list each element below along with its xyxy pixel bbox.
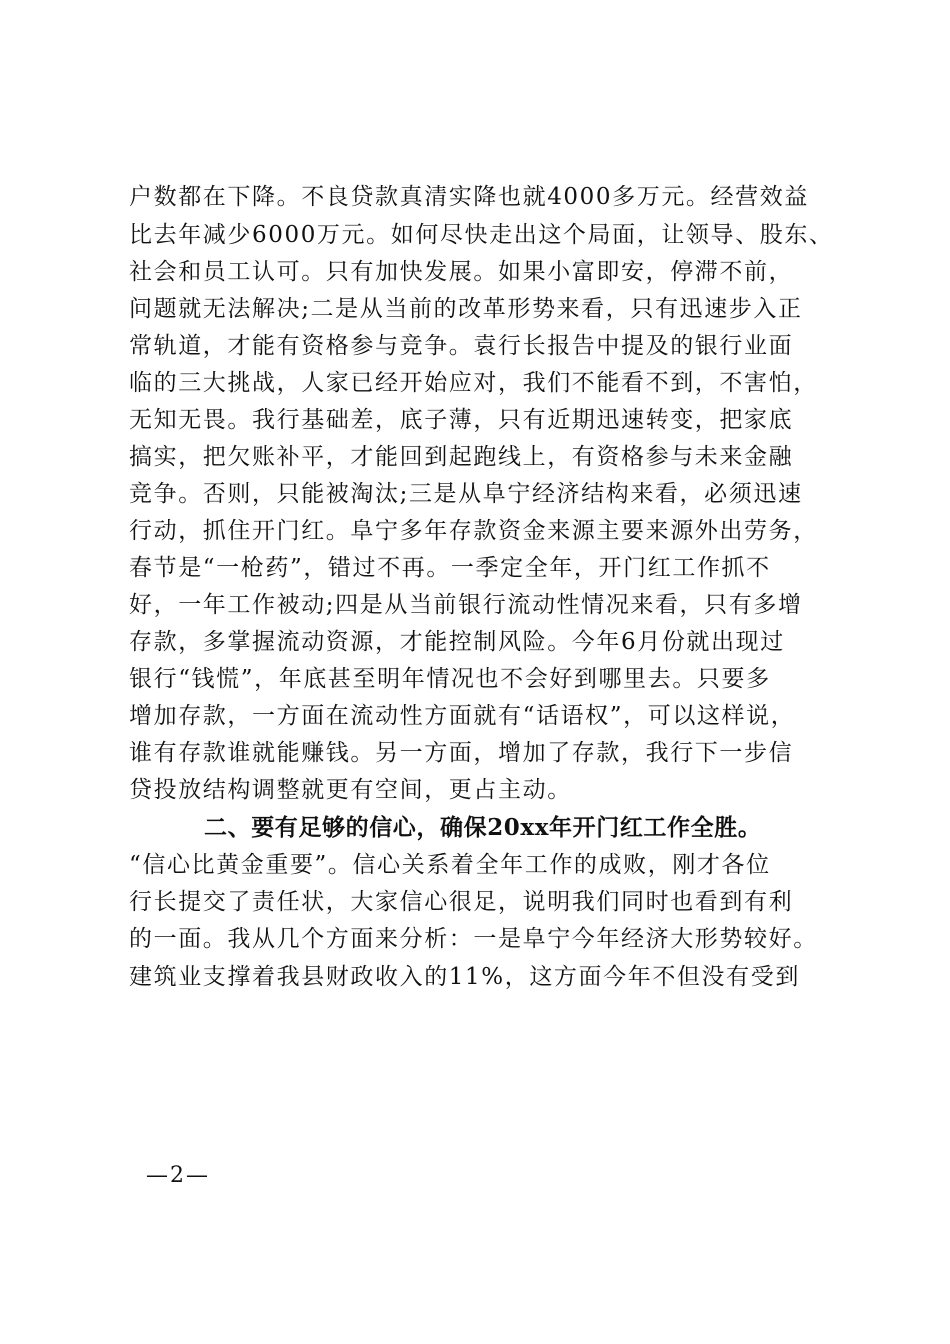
body-text-line: 比去年减少6000万元。如何尽快走出这个局面，让领导、股东、 bbox=[129, 222, 834, 248]
page-number: —2— bbox=[146, 1163, 210, 1188]
body-text-line: 银行“钱慌”，年底甚至明年情况也不会好到哪里去。只要多 bbox=[129, 666, 771, 692]
body-text-line: 谁有存款谁就能赚钱。另一方面，增加了存款，我行下一步信 bbox=[129, 740, 794, 766]
body-text-line: 建筑业支撑着我县财政收入的11%，这方面今年不但没有受到 bbox=[129, 964, 800, 990]
body-text-line: 临的三大挑战，人家已经开始应对，我们不能看不到，不害怕， bbox=[129, 370, 818, 396]
body-text-line: 搞实，把欠账补平，才能回到起跑线上，有资格参与未来金融 bbox=[129, 444, 794, 470]
body-text-line: 常轨道，才能有资格参与竞争。袁行长报告中提及的银行业面 bbox=[129, 333, 794, 359]
body-text-line: 的一面。我从几个方面来分析：一是阜宁今年经济大形势较好。 bbox=[129, 926, 818, 952]
body-text-line: 增加存款，一方面在流动性方面就有“话语权”，可以这样说， bbox=[129, 703, 796, 729]
body-text-line: 户数都在下降。不良贷款真清实降也就4000多万元。经营效益 bbox=[129, 184, 809, 210]
body-text-line: 无知无畏。我行基础差，底子薄，只有近期迅速转变，把家底 bbox=[129, 407, 794, 433]
body-text-line: 贷投放结构调整就更有空间，更占主动。 bbox=[129, 777, 572, 803]
body-text-line: 行长提交了责任状，大家信心很足，说明我们同时也看到有利 bbox=[129, 889, 794, 915]
section-heading: 二、要有足够的信心，确保20xx年开门红工作全胜。 bbox=[204, 814, 762, 841]
body-text-line: 好，一年工作被动;四是从当前银行流动性情况来看，只有多增 bbox=[129, 592, 803, 618]
body-text-line: 社会和员工认可。只有加快发展。如果小富即安，停滞不前， bbox=[129, 259, 794, 285]
body-text-line: 春节是“一枪药”，错过不再。一季定全年，开门红工作抓不 bbox=[129, 555, 771, 581]
body-text-line: 存款，多掌握流动资源，才能控制风险。今年6月份就出现过 bbox=[129, 629, 785, 655]
body-text-line: “信心比黄金重要”。信心关系着全年工作的成败，刚才各位 bbox=[129, 852, 771, 878]
body-text-line: 问题就无法解决;二是从当前的改革形势来看，只有迅速步入正 bbox=[129, 296, 803, 322]
body-text-line: 行动，抓住开门红。阜宁多年存款资金来源主要来源外出劳务， bbox=[129, 518, 818, 544]
body-text-line: 竞争。否则，只能被淘汰;三是从阜宁经济结构来看，必须迅速 bbox=[129, 481, 803, 507]
